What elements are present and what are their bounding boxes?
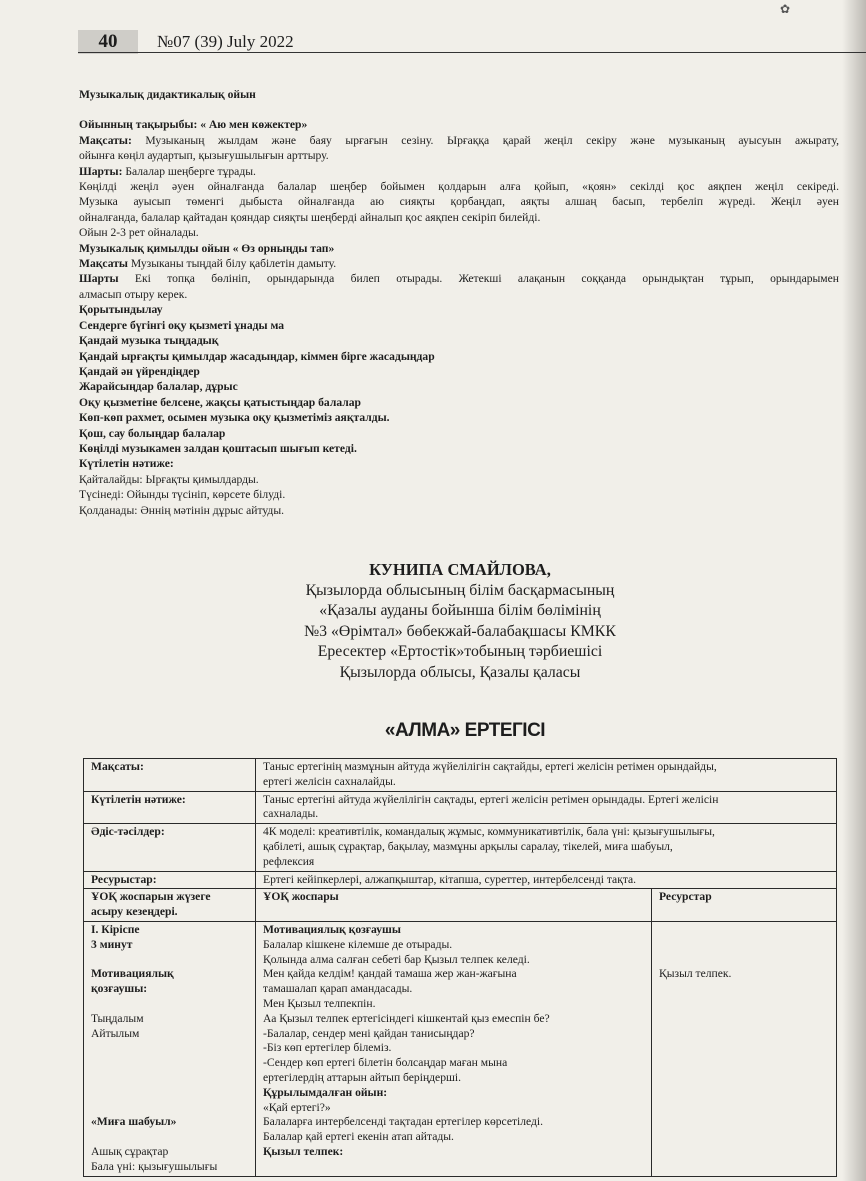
cell-line: Қызыл телпек. xyxy=(658,967,732,981)
game1-title: Ойынның тақырыбы: « Аю мен көжектер» xyxy=(79,118,308,132)
stages-header: ҰОҚ жоспарын жүзеге асыру кезеңдері. xyxy=(84,889,256,922)
cell-line xyxy=(91,953,248,968)
summary-line: Қорытындылау xyxy=(79,303,163,317)
summary-line: Қандай ән үйрендіңдер xyxy=(79,364,200,378)
author-line: Ересектер «Ертостік»тобының тәрбиешісі xyxy=(317,643,603,660)
cell-line: -Біз көп ертегілер білеміз. xyxy=(263,1041,392,1055)
cell-line: 3 минут xyxy=(91,937,133,951)
game1-goal-label: Мақсаты: xyxy=(79,133,132,147)
table-row xyxy=(84,871,837,889)
header-rule xyxy=(78,52,866,53)
result-line: Қайталайды: Ырғақты қимылдарды. xyxy=(79,472,259,486)
story-title: «АЛМА» ЕРТЕГІСІ xyxy=(384,720,546,741)
table-header-row xyxy=(84,889,837,922)
cell-line: «Миға шабуыл» xyxy=(91,1115,177,1129)
table-row xyxy=(84,791,837,824)
table-row xyxy=(84,759,837,792)
author-line: Қызылорда облысының білім басқармасының xyxy=(305,581,615,599)
cell-line: Айтылым xyxy=(91,1026,140,1040)
cell-line: Балалар қай ертегі екенін атап айтады. xyxy=(263,1130,454,1144)
game1-desc-line1: Көңілді жеңіл әуен ойналғанда балалар шеңбер бойымен қолдарын алға қойып, «қоян» секілді қос аяқпен жеңіл секіреді. xyxy=(79,180,839,194)
result-line: Қолданады: Әннің мәтінін дұрыс айтуды. xyxy=(79,503,285,517)
game2-goal: Мақсаты Музыканы тыңдай білу қабілетін дамыту. xyxy=(79,257,337,271)
author-line: Қызылорда облысы, Қазалы қаласы xyxy=(339,663,581,681)
resources-header: Ресурстар xyxy=(651,889,836,922)
plan-header: ҰОҚ жоспары xyxy=(256,889,652,922)
row-value: Таныс ертегіні айтуда жүйелілігін сақтады, ертегі желісін ретімен орындады. Ертегі желісін сахналады. xyxy=(256,791,837,824)
cell-line xyxy=(91,997,248,1012)
cell-line xyxy=(91,1101,248,1116)
plan-column xyxy=(256,921,652,1176)
game1-desc-line3: ойналғанда, балалар қайтадан қояндар сияқты шеңберді айналып қос аяқпен секіріп билейді. xyxy=(79,210,541,224)
cell-line: -Сендер көп ертегі білетін болсаңдар маған мына xyxy=(263,1056,508,1070)
game2-rule-line2: алмасып отыру керек. xyxy=(79,287,188,301)
row-value: 4К моделі: креативтілік, командалық жұмыс, коммуникативтілік, бала үні: қызығушылығы, қабілеті, ашық сұрақтар, бақылау, мазмұны арқылы саралау, тікелей, миға шабуыл, рефлексия xyxy=(256,824,837,871)
summary-list xyxy=(79,302,839,471)
cell-line: Бала үні: қызығушылығы xyxy=(91,1159,218,1173)
result-line: Түсінеді: Ойынды түсініп, көрсете білуді. xyxy=(79,488,286,502)
summary-line: Көп-көп рахмет, осымен музыка оқу қызметіміз аяқталды. xyxy=(79,411,390,425)
cell-line: І. Кіріспе xyxy=(91,922,140,936)
game-section xyxy=(79,87,839,518)
game1-rule-label: Шарты: xyxy=(79,164,123,178)
summary-line: Жарайсыңдар балалар, дұрыс xyxy=(79,380,238,394)
author-name: КУНИПА СМАЙЛОВА, xyxy=(369,560,551,579)
author-line: «Қазалы ауданы бойынша білім бөлімінің xyxy=(319,602,601,619)
game1-goal-line1: Мақсаты: Музыканың жылдам және баяу ырғағын сезіну. Ырғаққа қарай жеңіл секіру және музыканың ауысуын ажырату, xyxy=(79,133,839,147)
cell-line: Құрылымдалған ойын: xyxy=(263,1085,388,1099)
table-row xyxy=(84,824,837,871)
cell-line: Аа Қызыл телпек ертегісіндегі кішкентай қыз емеспін бе? xyxy=(263,1011,550,1025)
cell-line: Мотивациялық қозғаушы xyxy=(263,922,401,936)
row-label: Күтілетін нәтиже: xyxy=(84,791,256,824)
cell-line xyxy=(659,923,829,938)
corner-mark-icon: ✿ xyxy=(780,2,791,16)
cell-line: ертегілердің аттарын айтып беріңдерші. xyxy=(263,1070,462,1084)
summary-line: Қош, сау болыңдар балалар xyxy=(79,426,226,440)
row-value: Таныс ертегінің мазмұнын айтуда жүйелілігін сақтайды, ертегі желісін ретімен орындайды, ертегі желісін сахналайды. xyxy=(256,759,837,792)
row-label: Әдіс-тәсілдер: xyxy=(84,824,256,871)
cell-line: Мен қайда келдім! қандай тамаша жер жан-жағына xyxy=(263,967,517,981)
game2-rule-line1: Шарты Екі топқа бөлініп, орындарында билеп отырады. Жетекші алақанын соққанда орындықтан тұрып, орындарымен xyxy=(79,272,839,286)
row-value: Ертегі кейіпкерлері, алжапқыштар, кітапша, суреттер, интербелсенді тақта. xyxy=(256,871,837,889)
game1-repeat: Ойын 2-3 рет ойналады. xyxy=(79,226,199,240)
cell-line: Балалар кішкене кілемше де отырады. xyxy=(263,937,453,951)
table-row xyxy=(84,921,837,1176)
game1-goal-line2: ойынға көңіл аудартып, қызығушылығын арттыру. xyxy=(79,149,329,163)
cell-line: Қызыл телпек: xyxy=(263,1144,344,1158)
summary-line: Күтілетін нәтиже: xyxy=(79,457,174,471)
game2-title: Музыкалық қимылды ойын « Өз орныңды тап» xyxy=(79,241,335,255)
cell-line: Қолында алма салған себеті бар Қызыл телпек келеді. xyxy=(263,952,530,966)
row-label: Мақсаты: xyxy=(84,759,256,792)
cell-line: -Балалар, сендер мені қайдан танисыңдар? xyxy=(263,1026,475,1040)
cell-line: Мотивациялық xyxy=(91,967,174,981)
game2-rule-label: Шарты xyxy=(79,272,119,286)
game2-goal-label: Мақсаты xyxy=(79,257,128,271)
author-block xyxy=(180,560,740,683)
cell-line xyxy=(659,953,829,968)
cell-line xyxy=(91,1130,248,1145)
cell-line: Балаларға интербелсенді тақтадан ертегілер көрсетіледі. xyxy=(263,1115,544,1129)
cell-line: Мен Қызыл телпекпін. xyxy=(263,996,376,1010)
cell-line: «Қай ертегі?» xyxy=(263,1100,331,1114)
section-heading: Музыкалық дидактикалық ойын xyxy=(79,88,256,101)
summary-line: Көңілді музыкамен залдан қоштасып шығып кетеді. xyxy=(79,441,357,455)
summary-line: Оқу қызметіне белсене, жақсы қатыстыңдар балалар xyxy=(79,395,361,409)
author-line: №3 «Өрімтал» бөбекжай-балабақшасы КМКК xyxy=(304,622,616,640)
issue-label: №07 (39) July 2022 xyxy=(157,32,294,51)
cell-line xyxy=(91,1071,248,1086)
page-edge-shadow xyxy=(842,0,866,1181)
cell-line xyxy=(91,1056,248,1071)
cell-line: Тыңдалым xyxy=(91,1011,144,1025)
page-number: 40 xyxy=(78,30,138,54)
cell-line xyxy=(659,938,829,953)
lesson-plan-table xyxy=(83,758,837,1177)
game1-rule: Шарты: Балалар шеңберге тұрады. xyxy=(79,164,256,178)
summary-line: Сендерге бүгінгі оқу қызметі ұнады ма xyxy=(79,318,285,332)
cell-line: қозғаушы: xyxy=(91,982,148,996)
summary-line: Қандай ырғақты қимылдар жасадыңдар, кіммен бірге жасадыңдар xyxy=(79,349,435,363)
cell-line xyxy=(91,1086,248,1101)
stage-column xyxy=(84,921,256,1176)
cell-line xyxy=(91,1041,248,1056)
summary-line: Қандай музыка тыңдадық xyxy=(79,334,219,348)
game1-desc-line2: Музыка ауысып төменгі дыбыста ойналғанда аю сияқты қорбаңдап, аяқты алшаң басып, тербеліп жүреді. Жеңіл әуен xyxy=(79,195,839,209)
results-list xyxy=(79,472,839,518)
resources-column xyxy=(651,921,836,1176)
cell-line: тамашалап қарап амандасады. xyxy=(263,982,413,996)
cell-line: Ашық сұрақтар xyxy=(91,1144,169,1158)
row-label: Ресурыстар: xyxy=(84,871,256,889)
